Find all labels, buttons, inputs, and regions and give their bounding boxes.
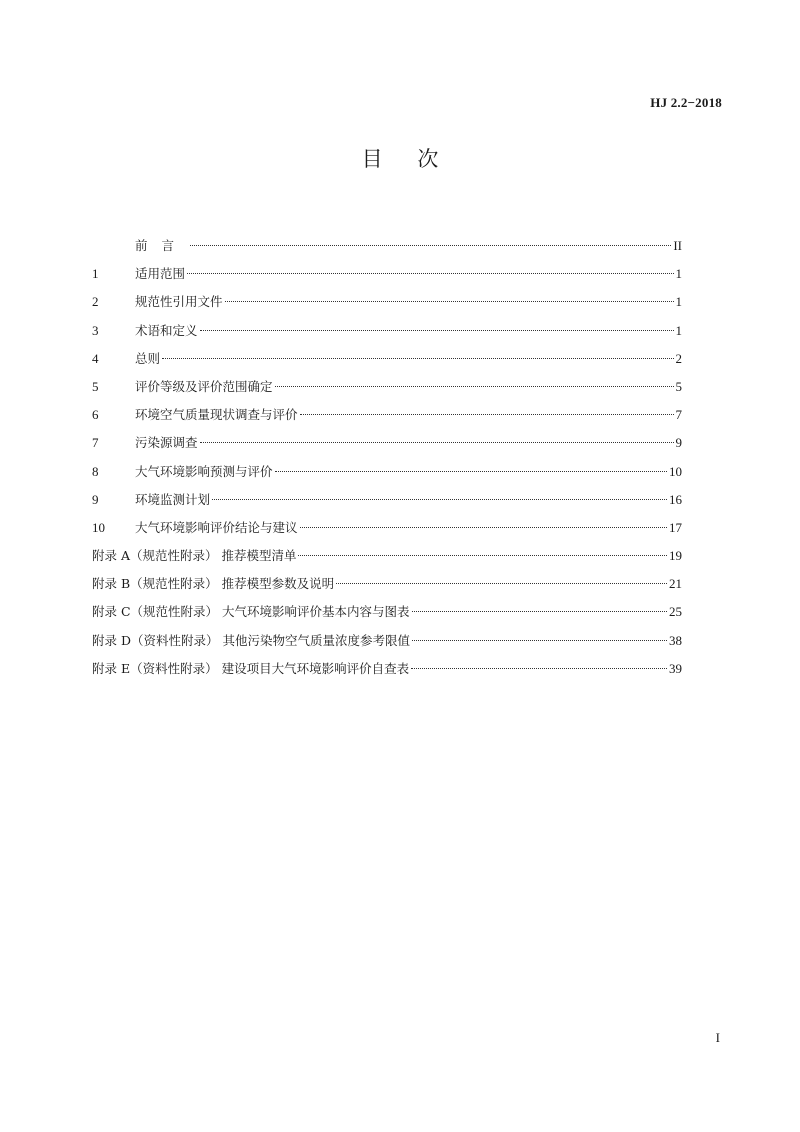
toc-leader-dots [187,273,673,274]
document-code: HJ 2.2−2018 [650,95,722,110]
toc-entry-label: 污染源调查 [135,435,198,451]
toc-leader-dots [300,527,667,528]
toc-entry-appendix-d[interactable] [92,627,682,655]
toc-entry-page: II [673,238,682,253]
toc-leader-dots [412,611,667,612]
toc-entry-page: 21 [669,576,682,592]
toc-entry-number: 10 [92,519,105,535]
toc-entry-10[interactable] [92,514,682,542]
toc-leader-dots [411,668,667,669]
toc-leader-dots [275,386,674,387]
toc-leader-dots [412,640,667,641]
toc-entry-page: 16 [669,491,682,507]
toc-entry-number: 3 [92,322,99,338]
toc-entry-label: 规范性引用文件 [135,294,223,310]
toc-leader-dots [336,583,667,584]
toc-entry-label: 适用范围 [135,266,186,282]
toc-entry-label: 前言 [135,238,189,253]
toc-entry-preface[interactable] [92,232,682,260]
toc-entry-page: 2 [675,350,682,366]
toc-entry-label: 总则 [135,350,161,366]
toc-entry-6[interactable] [92,401,682,429]
toc-entry-appendix-a[interactable] [92,542,682,570]
page-number: I [715,1030,720,1045]
toc-entry-label: 大气环境影响预测与评价 [135,463,273,479]
toc-entry-5[interactable] [92,373,682,401]
toc-leader-dots [275,471,667,472]
toc-entry-2[interactable] [92,288,682,316]
toc-entry-appendix-c[interactable] [92,598,682,626]
toc-entry-page: 39 [669,660,682,676]
toc-leader-dots [300,414,674,415]
toc-entry-9[interactable] [92,486,682,514]
toc-entry-appendix-b[interactable] [92,570,682,598]
toc-entry-number: 6 [92,407,99,423]
toc-entry-page: 9 [675,435,682,451]
toc-entry-number: 5 [92,378,99,394]
toc-entry-page: 1 [675,322,682,338]
toc-entry-1[interactable] [92,260,682,288]
toc-leader-dots [162,358,673,359]
toc-entry-number: 2 [92,294,99,310]
toc-entry-3[interactable] [92,317,682,345]
toc-entry-7[interactable] [92,429,682,457]
toc-leader-dots [225,301,674,302]
toc-entry-label: 附录 A（规范性附录） 推荐模型清单 [92,548,297,564]
toc-entry-number: 1 [92,266,99,282]
toc-leader-dots [200,330,674,331]
toc-entry-page: 38 [669,632,682,648]
toc-entry-label: 附录 C（规范性附录） 大气环境影响评价基本内容与图表 [92,604,410,620]
toc-entry-label: 大气环境影响评价结论与建议 [135,519,298,535]
table-of-contents [92,232,682,683]
toc-entry-page: 1 [675,294,682,310]
toc-entry-page: 7 [675,407,682,423]
toc-entry-page: 25 [669,604,682,620]
page-title: 目 次 [361,147,453,171]
toc-entry-page: 1 [675,266,682,282]
toc-entry-number: 8 [92,463,99,479]
toc-entry-number: 4 [92,350,99,366]
toc-entry-label: 附录 B（规范性附录） 推荐模型参数及说明 [92,576,335,592]
toc-entry-label: 环境空气质量现状调查与评价 [135,407,298,423]
toc-entry-label: 评价等级及评价范围确定 [135,378,273,394]
toc-entry-label: 附录 D（资料性附录） 其他污染物空气质量浓度参考限值 [92,632,410,648]
toc-entry-page: 10 [669,463,682,479]
toc-entry-appendix-e[interactable] [92,655,682,683]
toc-entry-8[interactable] [92,458,682,486]
toc-entry-number: 7 [92,435,99,451]
toc-leader-dots [200,442,674,443]
toc-entry-page: 5 [675,378,682,394]
toc-leader-dots [190,245,671,246]
toc-entry-number: 9 [92,491,99,507]
toc-leader-dots [298,555,667,556]
toc-entry-label: 术语和定义 [135,322,198,338]
toc-leader-dots [212,499,667,500]
toc-entry-page: 19 [669,548,682,564]
toc-entry-label: 附录 E（资料性附录） 建设项目大气环境影响评价自查表 [92,660,410,676]
toc-entry-4[interactable] [92,345,682,373]
toc-entry-page: 17 [669,519,682,535]
toc-entry-label: 环境监测计划 [135,491,211,507]
